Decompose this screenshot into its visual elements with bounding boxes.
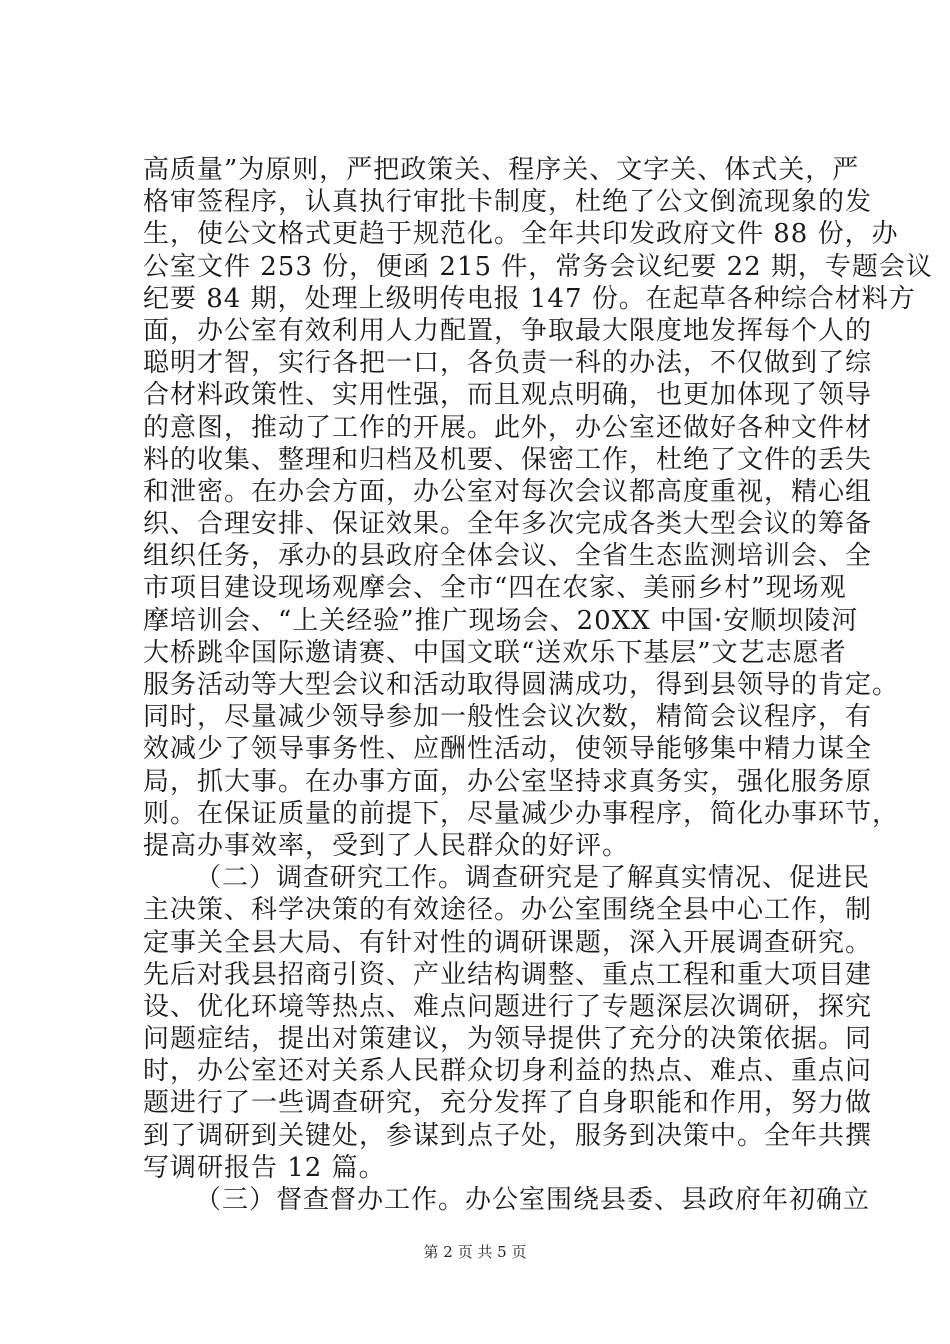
document-body (143, 154, 933, 1216)
text-line: 和泄密。在办会方面，办公室对每次会议都高度重视，精心组 (143, 476, 873, 507)
section-heading-line: （三）督查督办工作。办公室围绕县委、县政府年初确立 (195, 1185, 871, 1215)
text-line: 合材料政策性、实用性强，而且观点明确，也更加体现了领导 (143, 380, 873, 411)
text-line: 格审签程序，认真执行审批卡制度，杜绝了公文倒流现象的发 (143, 187, 873, 218)
text-line: 先后对我县招商引资、产业结构调整、重点工程和重大项目建 (143, 959, 873, 990)
text-line: 纪要 84 期，处理上级明传电报 147 份。在起草各种综合材料方 (143, 283, 916, 314)
text-line: 到了调研到关键处，参谋到点子处，服务到决策中。全年共撰 (143, 1120, 873, 1151)
text-line: 聪明才智，实行各把一口，各负责一科的办法，不仅做到了综 (143, 348, 873, 379)
text-line: 组织任务，承办的县政府全体会议、全省生态监测培训会、全 (143, 541, 873, 572)
text-line: 料的收集、整理和归档及机要、保密工作，杜绝了文件的丢失 (143, 444, 873, 475)
text-line: 局，抓大事。在办事方面，办公室坚持求真务实，强化服务原 (143, 766, 873, 797)
text-line: 同时，尽量减少领导参加一般性会议次数，精简会议程序，有 (143, 702, 873, 733)
text-line: 定事关全县大局、有针对性的调研课题，深入开展调查研究。 (143, 927, 873, 958)
text-line: 时，办公室还对关系人民群众切身利益的热点、难点、重点问 (143, 1056, 873, 1087)
text-line: 写调研报告 12 篇。 (143, 1152, 386, 1183)
text-line: 市项目建设现场观摩会、全市“四在农家、美丽乡村”现场观 (143, 573, 847, 604)
text-line: 主决策、科学决策的有效途径。办公室围绕全县中心工作，制 (143, 895, 873, 926)
text-line: 大桥跳伞国际邀请赛、中国文联“送欢乐下基层”文艺志愿者 (143, 637, 847, 668)
text-line: 提高办事效率，受到了人民群众的好评。 (143, 830, 630, 861)
text-line: 高质量”为原则，严把政策关、程序关、文字关、体式关，严 (143, 155, 860, 185)
text-line: 问题症结，提出对策建议，为领导提供了充分的决策依据。同 (143, 1024, 873, 1055)
text-line: 服务活动等大型会议和活动取得圆满成功，得到县领导的肯定。 (143, 670, 900, 700)
text-line: 织、合理安排、保证效果。全年多次完成各类大型会议的筹备 (143, 509, 873, 540)
text-line: 则。在保证质量的前提下，尽量减少办事程序，简化办事环节， (143, 798, 900, 829)
text-line: 面，办公室有效利用人力配置，争取最大限度地发挥每个人的 (143, 315, 873, 346)
text-line: 题进行了一些调查研究，充分发挥了自身职能和作用，努力做 (143, 1088, 873, 1119)
text-line: 设、优化环境等热点、难点问题进行了专题深层次调研，探究 (143, 991, 873, 1022)
section-heading-line: （二）调查研究工作。调查研究是了解真实情况、促进民 (195, 863, 871, 894)
text-line: 公室文件 253 份，便函 215 件，常务会议纪要 22 期，专题会议 (143, 251, 933, 282)
text-line: 效减少了领导事务性、应酬性活动，使领导能够集中精力谋全 (143, 734, 873, 765)
text-line: 生，使公文格式更趋于规范化。全年共印发政府文件 88 份，办 (143, 219, 899, 250)
page-number-footer: 第 2 页 共 5 页 (423, 1243, 527, 1261)
text-line: 摩培训会、“上关经验”推广现场会、20XX 中国·安顺坝陵河 (143, 605, 859, 636)
text-line: 的意图，推动了工作的开展。此外，办公室还做好各种文件材 (143, 412, 873, 443)
